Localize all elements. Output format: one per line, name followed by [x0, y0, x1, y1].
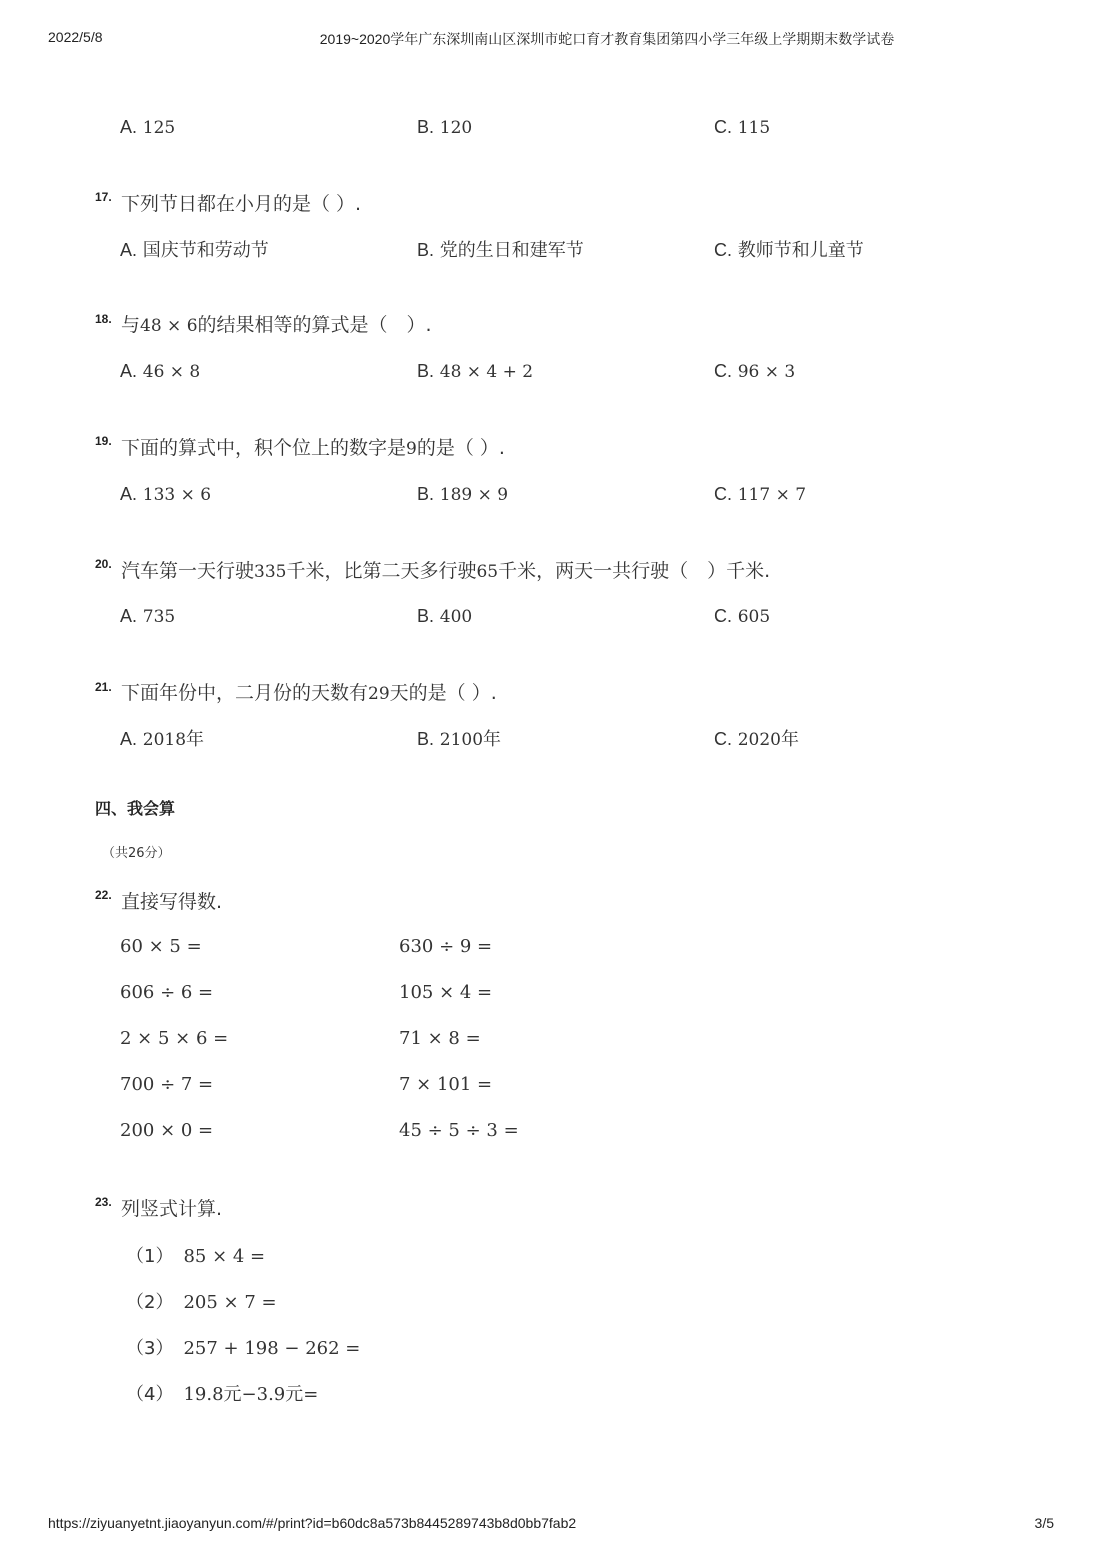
q23-item: （1） 85 × 4 =	[126, 1246, 266, 1267]
q22-item: 60 × 5 =	[120, 936, 202, 957]
page-number: 3/5	[1034, 1515, 1054, 1531]
print-date: 2022/5/8	[48, 29, 103, 45]
q18-option-b: B. 48 × 4 + 2	[417, 361, 534, 382]
q22-item: 45 ÷ 5 ÷ 3 =	[399, 1120, 519, 1141]
q19-option-b: B. 189 × 9	[417, 484, 509, 505]
q16-option-a: A. 125	[120, 117, 176, 138]
q16-option-b: B. 120	[417, 117, 473, 138]
q18-number: 18.	[95, 312, 112, 326]
q17-option-a: A. 国庆节和劳动节	[120, 240, 269, 261]
q22-text: 直接写得数.	[121, 891, 223, 913]
q18-option-c: C. 96 × 3	[714, 361, 796, 382]
q21-option-c: C. 2020年	[714, 729, 799, 750]
q16-option-c: C. 115	[714, 117, 771, 138]
q17-text: 下列节日都在小月的是（ ）.	[121, 193, 362, 215]
q20-option-b: B. 400	[417, 606, 473, 627]
q21-number: 21.	[95, 680, 112, 694]
q19-option-c: C. 117 × 7	[714, 484, 807, 505]
document-title: 2019~2020学年广东深圳南山区深圳市蛇口育才教育集团第四小学三年级上学期期末数学试卷	[319, 31, 895, 47]
q23-number: 23.	[95, 1195, 112, 1209]
q19-option-a: A. 133 × 6	[120, 484, 212, 505]
q23-item: （3） 257 + 198 − 262 =	[126, 1338, 361, 1359]
q22-item: 630 ÷ 9 =	[399, 936, 493, 957]
q23-item: （4） 19.8元−3.9元=	[126, 1384, 319, 1405]
q18-text: 与48 × 6的结果相等的算式是（ ）.	[121, 314, 432, 336]
q22-number: 22.	[95, 888, 112, 902]
q20-option-c: C. 605	[714, 606, 771, 627]
q20-option-a: A. 735	[120, 606, 176, 627]
q22-item: 200 × 0 =	[120, 1120, 214, 1141]
section-score: （共26分）	[102, 846, 171, 861]
section-heading: 四、我会算	[95, 799, 176, 818]
q22-item: 7 × 101 =	[399, 1074, 493, 1095]
q19-number: 19.	[95, 434, 112, 448]
q22-item: 2 × 5 × 6 =	[120, 1028, 229, 1049]
q22-item: 700 ÷ 7 =	[120, 1074, 214, 1095]
q20-number: 20.	[95, 557, 112, 571]
q17-option-b: B. 党的生日和建军节	[417, 240, 584, 261]
q21-option-b: B. 2100年	[417, 729, 502, 750]
q19-text: 下面的算式中，积个位上的数字是9的是（ ）.	[121, 437, 505, 459]
q22-item: 71 × 8 =	[399, 1028, 481, 1049]
q22-item: 105 × 4 =	[399, 982, 493, 1003]
q22-item: 606 ÷ 6 =	[120, 982, 214, 1003]
q21-option-a: A. 2018年	[120, 729, 205, 750]
q21-text: 下面年份中，二月份的天数有29天的是（ ）.	[121, 682, 497, 704]
q23-item: （2） 205 × 7 =	[126, 1292, 277, 1313]
q23-text: 列竖式计算.	[121, 1198, 223, 1220]
q17-option-c: C. 教师节和儿童节	[714, 240, 864, 261]
q17-number: 17.	[95, 190, 112, 204]
q20-text: 汽车第一天行驶335千米，比第二天多行驶65千米，两天一共行驶（ ）千米.	[121, 560, 771, 582]
page-url: https://ziyuanyetnt.jiaoyanyun.com/#/print?id=b60dc8a573b8445289743b8d0bb7fab2	[48, 1515, 577, 1531]
q18-option-a: A. 46 × 8	[120, 361, 201, 382]
